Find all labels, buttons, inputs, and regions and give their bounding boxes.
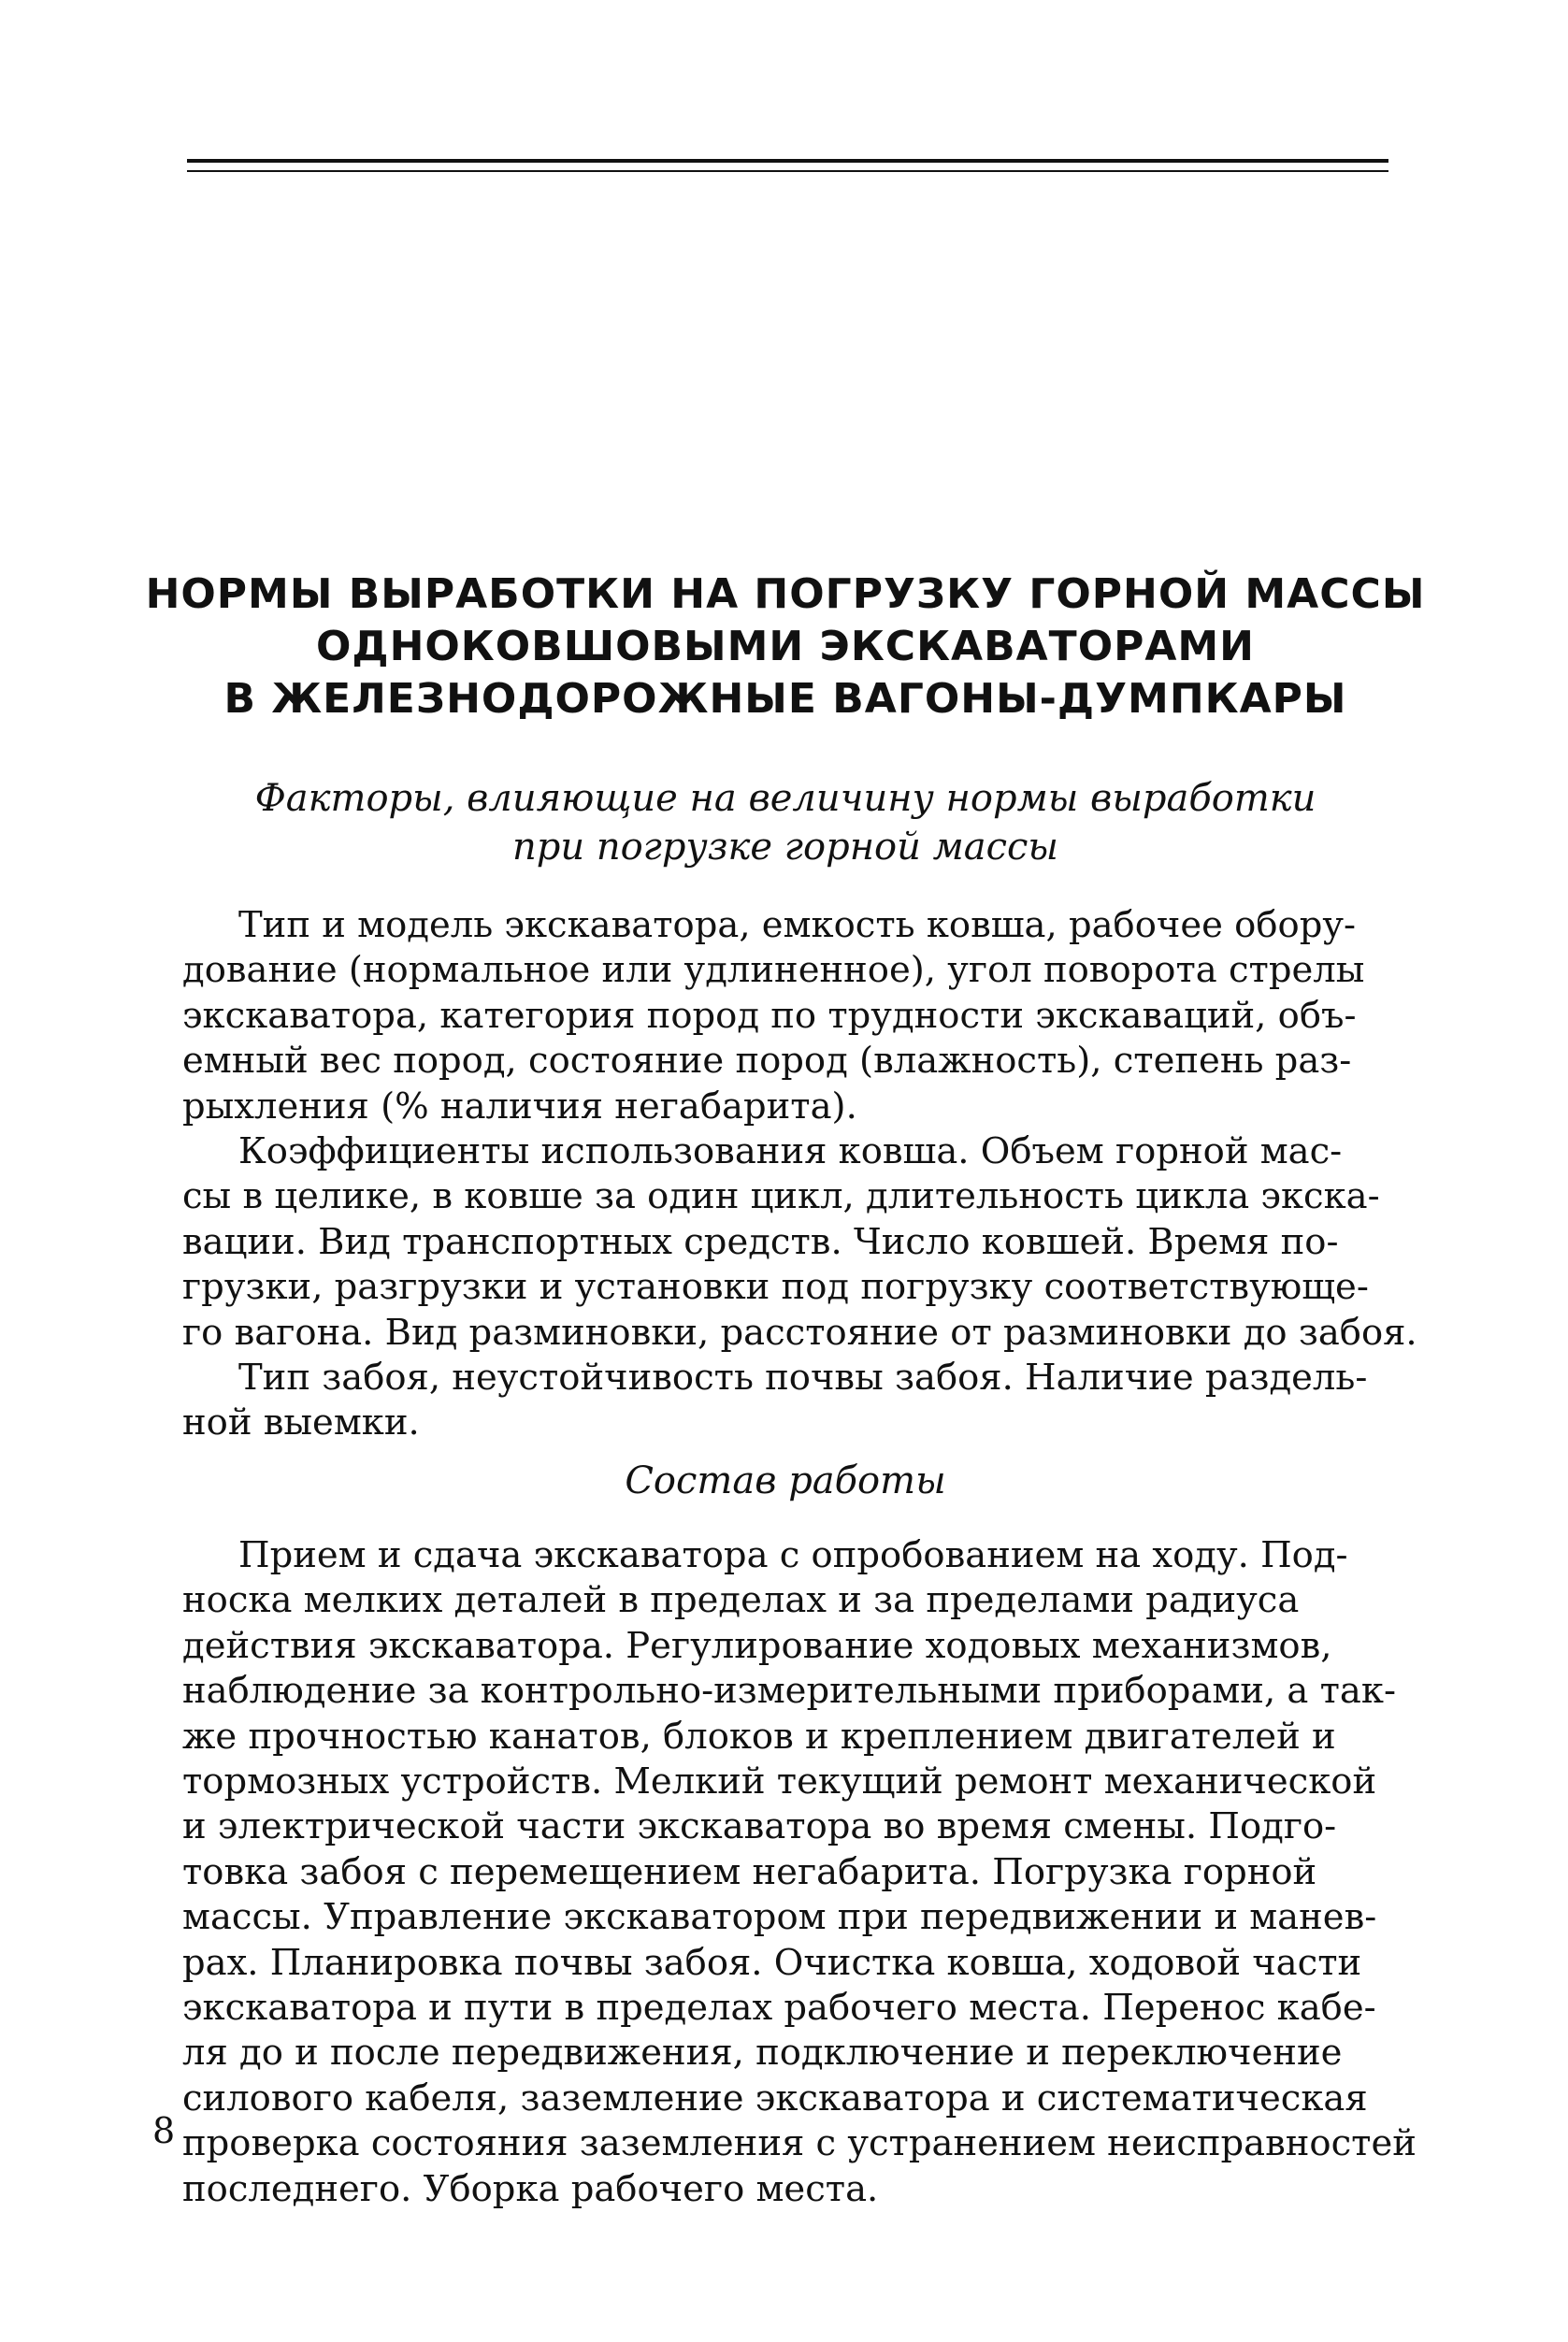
header-rule-thick bbox=[187, 159, 1388, 163]
text-line: емный вес пород, состояние пород (влажность), степень раз- bbox=[182, 1040, 1352, 1083]
text-line: Коэффициенты использования ковша. Объем горной мас- bbox=[238, 1130, 1343, 1173]
text-line: проверка состояния заземления с устранением неисправностей bbox=[182, 2122, 1417, 2165]
text-line: экскаватора и пути в пределах рабочего места. Перенос кабе- bbox=[182, 1987, 1376, 2030]
text-line: сы в целике, в ковше за один цикл, длительность цикла экска- bbox=[182, 1175, 1380, 1218]
text-line: массы. Управление экскаватором при передвижении и манев- bbox=[182, 1896, 1377, 1939]
text-line: го вагона. Вид разминовки, расстояние от разминовки до забоя. bbox=[182, 1311, 1417, 1354]
title-line: В ЖЕЛЕЗНОДОРОЖНЫЕ ВАГОНЫ-ДУМПКАРЫ bbox=[223, 675, 1347, 723]
factors-paragraph-3 bbox=[182, 1356, 1388, 1446]
text-line: рах. Планировка почвы забоя. Очистка ковша, ходовой части bbox=[182, 1941, 1362, 1984]
title-line: НОРМЫ ВЫРАБОТКИ НА ПОГРУЗКУ ГОРНОЙ МАССЫ bbox=[145, 570, 1426, 618]
text-line: и электрической части экскаватора во время смены. Подго- bbox=[182, 1805, 1337, 1848]
text-line: рыхления (% наличия негабарита). bbox=[182, 1085, 857, 1128]
document-title bbox=[140, 568, 1431, 726]
text-line: наблюдение за контрольно-измерительными приборами, а так- bbox=[182, 1670, 1396, 1713]
factors-heading-line: при погрузке горной массы bbox=[511, 826, 1058, 869]
text-line: дование (нормальное или удлиненное), угол поворота стрелы bbox=[182, 949, 1365, 992]
text-line: Тип забоя, неустойчивость почвы забоя. Наличие раздель- bbox=[238, 1357, 1368, 1400]
text-line: экскаватора, категория пород по трудности экскаваций, объ- bbox=[182, 994, 1357, 1037]
text-line: товка забоя с перемещением негабарита. Погрузка горной bbox=[182, 1850, 1317, 1893]
page-number: 8 bbox=[152, 2110, 176, 2151]
text-line: последнего. Уборка рабочего места. bbox=[182, 2167, 879, 2210]
text-line: силового кабеля, заземление экскаватора и систематическая bbox=[182, 2076, 1368, 2119]
text-line: действия экскаватора. Регулирование ходовых механизмов, bbox=[182, 1624, 1332, 1667]
factors-heading-line: Факторы, влияющие на величину нормы выработки bbox=[254, 777, 1316, 820]
text-line: Прием и сдача экскаватора с опробованием на ходу. Под- bbox=[238, 1534, 1348, 1576]
text-line: вации. Вид транспортных средств. Число ковшей. Время по- bbox=[182, 1220, 1339, 1263]
text-line: Тип и модель экскаватора, емкость ковша, рабочее обору- bbox=[238, 904, 1357, 946]
text-line: же прочностью канатов, блоков и креплением двигателей и bbox=[182, 1715, 1336, 1758]
text-line: грузки, разгрузки и установки под погрузку соответствующе- bbox=[182, 1266, 1369, 1309]
work-body bbox=[182, 1533, 1417, 2212]
text-line: ля до и после передвижения, подключение и переключение bbox=[182, 2032, 1343, 2075]
factors-paragraph-2 bbox=[182, 1129, 1417, 1356]
factors-paragraph-1 bbox=[182, 903, 1388, 1129]
text-line: тормозных устройств. Мелкий текущий ремонт механической bbox=[182, 1760, 1377, 1803]
work-heading: Состав работы bbox=[625, 1459, 946, 1502]
factors-heading bbox=[140, 774, 1431, 871]
text-line: носка мелких деталей в пределах и за пределами радиуса bbox=[182, 1579, 1300, 1622]
header-rule-thin bbox=[187, 170, 1388, 172]
factors-body bbox=[182, 903, 1417, 1446]
work-paragraph bbox=[182, 1533, 1417, 2212]
title-line: ОДНОКОВШОВЫМИ ЭКСКАВАТОРАМИ bbox=[315, 623, 1256, 670]
text-line: ной выемки. bbox=[182, 1401, 420, 1444]
